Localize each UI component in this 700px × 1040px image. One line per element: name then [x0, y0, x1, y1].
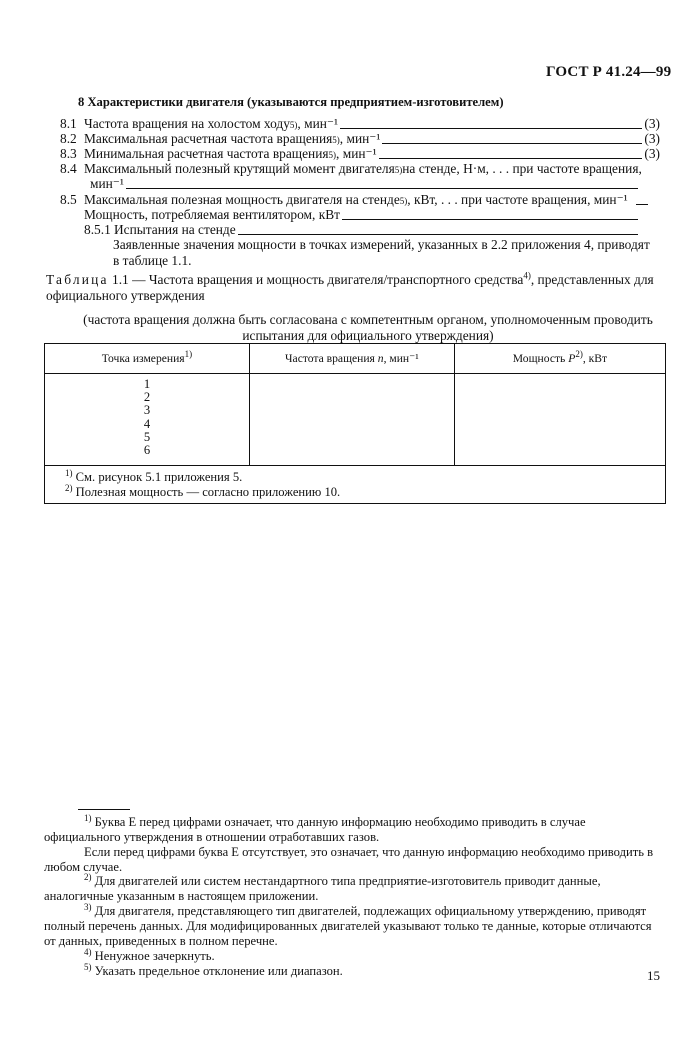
point-value: 2 — [143, 390, 151, 405]
item-number: 8.1 — [60, 116, 77, 131]
footnote-4: $^{4)}$ Ненужное зачеркнуть. — [84, 946, 215, 963]
item-text: Максимальный полезный крутящий момент двигателя — [84, 161, 395, 176]
fill-line — [238, 233, 638, 235]
footnote-1-cont: Если перед цифрами буква Е отсутствует, это означает, что данную информацию необходимо приводить в любом случае. — [44, 844, 654, 874]
item-8-5-line2 — [84, 207, 640, 223]
footnote-ref: 4) — [523, 270, 531, 281]
footnote-5: $^{5)}$ Указать предельное отклонение или диапазон. — [84, 961, 343, 978]
item-ref: (3) — [644, 131, 660, 146]
item-8-5: 8.5 Максимальная полезная мощность двигателя на стенде 5) , кВт, . . . при частоте вращения, мин⁻¹ — [60, 192, 660, 208]
item-text: Мощность, потребляемая вентилятором, кВт — [84, 207, 340, 222]
table-note: (частота вращения должна быть согласована с компетентным органом, уполномоченным проводить испытания для официального утверждения) — [83, 312, 653, 343]
table-caption-text: — Частота вращения и мощность двигателя/транспортного средства — [128, 272, 524, 287]
item-ref: (3) — [644, 146, 660, 161]
item-text: Минимальная расчетная частота вращения — [84, 146, 329, 161]
header-measurement-point: Точка измерения$^{1)}$ — [45, 344, 250, 374]
item-number: 8.2 — [60, 131, 77, 146]
fill-line — [340, 127, 642, 129]
item-text: Максимальная полезная мощность двигателя на стенде — [84, 192, 400, 207]
table-header-row — [45, 344, 666, 374]
item-8-2: 8.2 Максимальная расчетная частота вращения 5) , мин⁻¹ (3) — [60, 131, 660, 146]
power-cell — [454, 374, 665, 466]
item-unit: мин⁻¹ — [90, 176, 124, 191]
fill-line — [342, 218, 638, 220]
footnote-3: $^{3)}$ Для двигателя, представляющего тип двигателей, подлежащих официальному утверждению, приводят полный перечень данных. Для модифицированных двигателей указывают только те данные, которые отличаются от данных, приведенных в полном перечне. — [44, 901, 652, 948]
item-text: Испытания на стенде — [114, 222, 236, 237]
item-8-4-line2 — [90, 176, 640, 192]
item-8-3: 8.3 Минимальная расчетная частота вращения 5) , мин⁻¹ (3) — [60, 146, 660, 161]
fill-line — [126, 187, 638, 189]
table-row — [45, 374, 666, 466]
point-value: 3 — [143, 403, 151, 418]
item-text-rest: на стенде, Н·м, . . . при частоте вращения, — [402, 161, 642, 176]
footnote-separator — [78, 809, 130, 810]
item-number: 8.4 — [60, 161, 77, 176]
item-8-5-1 — [84, 222, 640, 238]
point-value: 5 — [143, 429, 151, 444]
item-ref: (3) — [644, 116, 660, 131]
item-number: 8.5.1 — [84, 222, 111, 237]
item-text: Максимальная расчетная частота вращения — [84, 131, 333, 146]
rotation-speed-cell — [249, 374, 454, 466]
table-caption — [46, 272, 660, 304]
table-notes-row — [45, 466, 666, 504]
table-note-1: $^{1)}$ См. рисунок 5.1 приложения 5. — [65, 467, 243, 484]
section-title: 8 Характеристики двигателя (указываются предприятием-изготовителем) — [78, 95, 504, 109]
footnote-2: $^{2)}$ Для двигателей или систем нестандартного типа предприятие-изготовитель приводит данные, аналогичные указанным в настоящем приложении. — [44, 872, 601, 904]
table-note-2: $^{2)}$ Полезная мощность — согласно приложению 10. — [65, 482, 341, 499]
point-value: 4 — [143, 416, 151, 431]
data-table — [44, 343, 666, 504]
fill-line — [382, 142, 642, 144]
item-unit: , мин⁻¹ — [297, 116, 338, 131]
item-text: Частота вращения на холостом ходу — [84, 116, 290, 131]
table-notes — [45, 466, 666, 504]
table-caption-tail: , представленных для официального утверждения — [46, 272, 654, 303]
fill-line — [636, 203, 648, 205]
header-rotation-speed: Частота вращения n, мин⁻¹ — [249, 344, 454, 374]
item-unit: , мин⁻¹ — [336, 146, 377, 161]
table-caption-number: 1.1 — [112, 272, 129, 287]
item-8-4: 8.4 Максимальный полезный крутящий момент двигателя 5) на стенде, Н·м, . . . при частоте вращения, — [60, 161, 642, 176]
document-code: ГОСТ Р 41.24—99 — [546, 64, 672, 80]
item-8-5-1-desc: Заявленные значения мощности в точках измерений, указанных в 2.2 приложения 4, приводят в таблице 1.1. — [113, 237, 650, 268]
measurement-points-cell — [45, 374, 250, 466]
item-8-1: 8.1 Частота вращения на холостом ходу 5) , мин⁻¹ (3) — [60, 116, 660, 131]
item-text-rest: , кВт, . . . при частоте вращения, мин⁻¹ — [407, 192, 628, 207]
point-value: 6 — [143, 443, 151, 458]
footnotes — [44, 812, 664, 978]
point-value: 1 — [143, 377, 151, 391]
page-number: 15 — [647, 968, 660, 983]
header-power: Мощность $P^{2)}$, кВт — [454, 344, 665, 374]
fill-line — [379, 157, 643, 159]
item-number: 8.5 — [60, 192, 77, 207]
table-caption-word: Таблица — [46, 272, 109, 287]
item-number: 8.3 — [60, 146, 77, 161]
item-unit: , мин⁻¹ — [339, 131, 381, 146]
footnote-1: $^{1)}$ Буква Е перед цифрами означает, что данную информацию необходимо приводить в случае официального утверждения в отношении отработавших газов. — [44, 812, 586, 844]
